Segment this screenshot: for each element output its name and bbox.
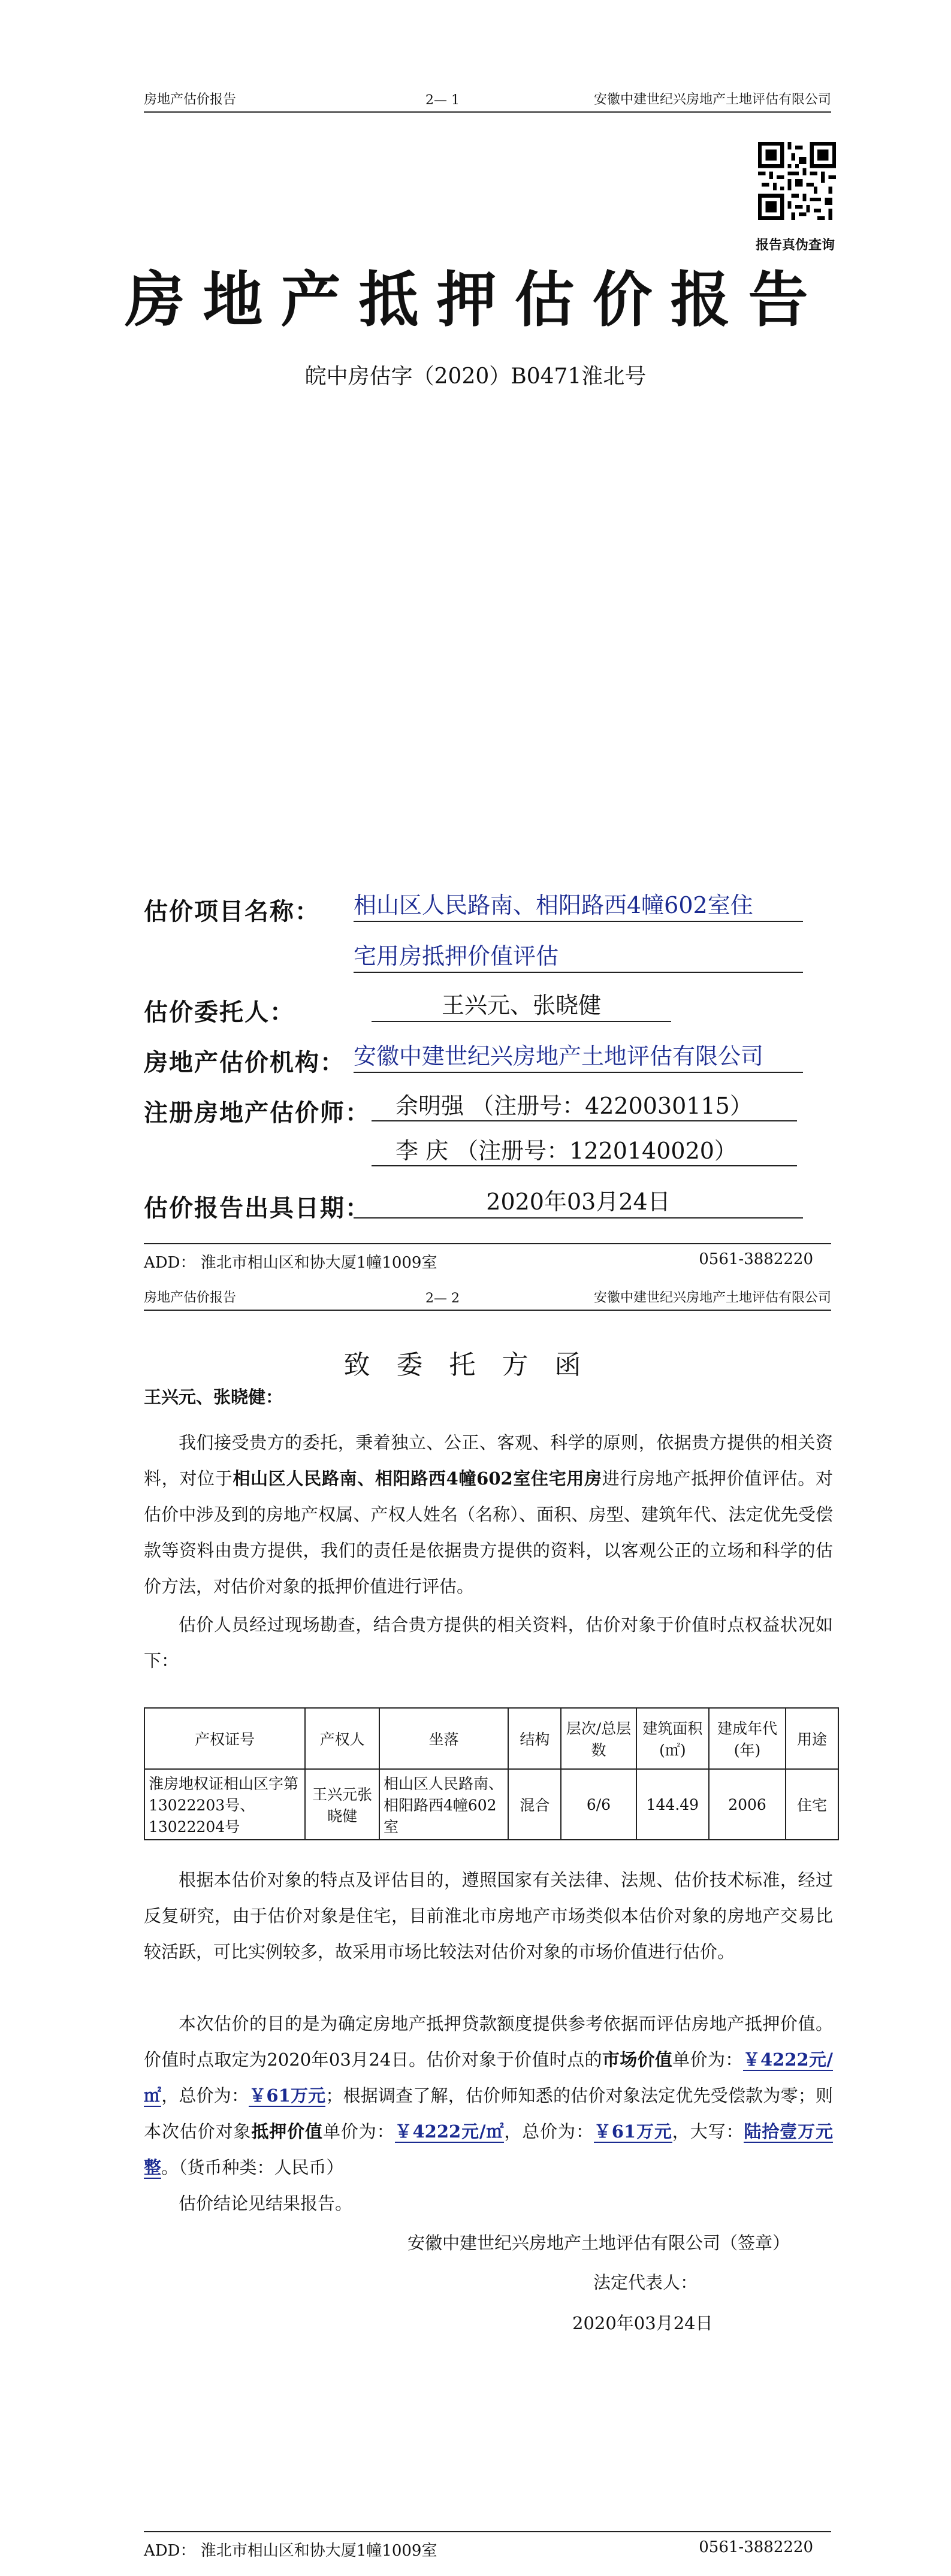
signature-date: 2020年03月24日 xyxy=(572,2313,713,2333)
project-name-line1: 相山区人民路南、相阳路西4幢602室住 xyxy=(354,890,803,922)
header-company: 安徽中建世纪兴房地产土地评估有限公司 xyxy=(593,1290,831,1305)
header-left: 房地产估价报告 xyxy=(144,1290,237,1305)
col-owner: 产权人 xyxy=(305,1708,379,1769)
cell-structure: 混合 xyxy=(508,1769,561,1840)
cell-owner: 王兴元张晓健 xyxy=(305,1769,379,1840)
issue-date-label: 估价报告出具日期： xyxy=(144,1194,370,1222)
page2-header xyxy=(144,1288,831,1311)
mortgage-unit-price: ￥4222元/㎡ xyxy=(394,2121,505,2142)
paragraph-2: 估价人员经过现场勘查，结合贵方提供的相关资料，估价对象于价值时点权益状况如下： xyxy=(144,1614,833,1671)
project-name-line2: 宅用房抵押价值评估 xyxy=(354,941,803,973)
col-floor: 层次/总层数 xyxy=(561,1708,636,1769)
cell-area: 144.49 xyxy=(636,1769,710,1840)
page-header xyxy=(144,90,831,113)
property-address: 相山区人民路南、相阳路西4幢602室住宅用房 xyxy=(233,1468,602,1489)
paragraph-4: 本次估价的目的是为确定房地产抵押贷款额度提供参考依据而评估房地产抵押价值。价值时点取定为2020年03月24日。估价对象于价值时点的市场价值单价为：￥4222元/㎡，总价为：￥61万元；根据调查了解，估价师知悉的估价对象法定优先受偿款为零；则本次估价对象抵押价值单价为：￥4222元/㎡，总价为：￥61万元，大写：陆拾壹万元整。（货币种类：人民币） xyxy=(144,2013,833,2178)
issue-date-value: 2020年03月24日 xyxy=(354,1186,803,1219)
salutation: 王兴元、张晓健： xyxy=(144,1387,283,1407)
cell-cert-no: 淮房地权证相山区字第13022203号、13022204号 xyxy=(144,1769,305,1840)
project-label: 估价项目名称： xyxy=(144,897,320,926)
header-company: 安徽中建世纪兴房地产土地评估有限公司 xyxy=(593,92,831,107)
report-title: 房地产抵押估价报告 xyxy=(125,264,826,335)
report-number: 皖中房估字（2020）B0471淮北号 xyxy=(304,364,647,389)
col-usage: 用途 xyxy=(786,1708,838,1769)
agency-value: 安徽中建世纪兴房地产土地评估有限公司 xyxy=(354,1041,803,1073)
col-structure: 结构 xyxy=(508,1708,561,1769)
table-row xyxy=(144,1769,838,1840)
footer-address: ADD： 淮北市相山区和协大厦1幢1009室 xyxy=(144,2542,437,2560)
amount-in-words: 陆拾壹万元整 xyxy=(144,2121,833,2178)
cell-year: 2006 xyxy=(709,1769,786,1840)
client-label: 估价委托人： xyxy=(144,998,295,1026)
paragraph-1: 我们接受贵方的委托，秉着独立、公正、客观、科学的原则，依据贵方提供的相关资料，对位于相山区人民路南、相阳路西4幢602室住宅用房进行房地产抵押价值评估。对估价中涉及到的房地产权属、产权人姓名（名称）、面积、房型、建筑年代、法定优先受偿款等资料由贵方提供，我们的责任是依据贵方提供的资料，以客观公正的立场和科学的估价方法，对估价对象的抵押价值进行评估。 xyxy=(144,1432,833,1597)
qr-code-icon xyxy=(758,137,836,225)
page-footer xyxy=(144,1243,831,1272)
mortgage-total-price: ￥61万元 xyxy=(593,2121,672,2142)
property-table xyxy=(144,1707,839,1840)
cell-location: 相山区人民路南、相阳路西4幢602室 xyxy=(379,1769,508,1840)
appraiser-1: 余明强 （注册号：4220030115） xyxy=(372,1090,797,1121)
client-value: 王兴元、张晓健 xyxy=(372,990,671,1022)
market-total-price: ￥61万元 xyxy=(249,2085,326,2106)
col-cert-no: 产权证号 xyxy=(144,1708,305,1769)
header-page-number: 2— 2 xyxy=(425,1291,460,1306)
col-year: 建成年代(年) xyxy=(709,1708,786,1769)
legal-representative: 法定代表人： xyxy=(593,2272,698,2293)
paragraph-5: 估价结论见结果报告。 xyxy=(179,2193,353,2214)
appraiser-2: 李 庆 （注册号：1220140020） xyxy=(372,1135,797,1166)
header-page-number: 2— 1 xyxy=(425,93,460,108)
mortgage-value-label: 抵押价值 xyxy=(251,2121,323,2142)
market-unit-price: ￥4222元/㎡ xyxy=(144,2049,833,2106)
col-location: 坐落 xyxy=(379,1708,508,1769)
footer-address: ADD： 淮北市相山区和协大厦1幢1009室 xyxy=(144,1254,437,1272)
qr-caption: 报告真伪查询 xyxy=(755,237,835,253)
letter-title: 致委托方函 xyxy=(343,1350,608,1380)
table-header-row xyxy=(144,1708,838,1769)
agency-label: 房地产估价机构： xyxy=(144,1048,345,1077)
header-left: 房地产估价报告 xyxy=(144,92,237,107)
cell-floor: 6/6 xyxy=(561,1769,636,1840)
appraiser-label: 注册房地产估价师： xyxy=(144,1099,370,1127)
footer-phone: 0561-3882220 xyxy=(699,2538,813,2556)
page2-footer xyxy=(144,2531,831,2560)
company-signature: 安徽中建世纪兴房地产土地评估有限公司（签章） xyxy=(407,2233,790,2253)
footer-phone: 0561-3882220 xyxy=(699,1250,813,1268)
col-area: 建筑面积(㎡) xyxy=(636,1708,710,1769)
paragraph-3: 根据本估价对象的特点及评估目的，遵照国家有关法律、法规、估价技术标准，经过反复研究，由于估价对象是住宅，目前淮北市房地产市场类似本估价对象的房地产交易比较活跃，可比实例较多，故采用市场比较法对估价对象的市场价值进行估价。 xyxy=(144,1870,833,1962)
market-value-label: 市场价值 xyxy=(602,2049,673,2070)
cell-usage: 住宅 xyxy=(786,1769,838,1840)
